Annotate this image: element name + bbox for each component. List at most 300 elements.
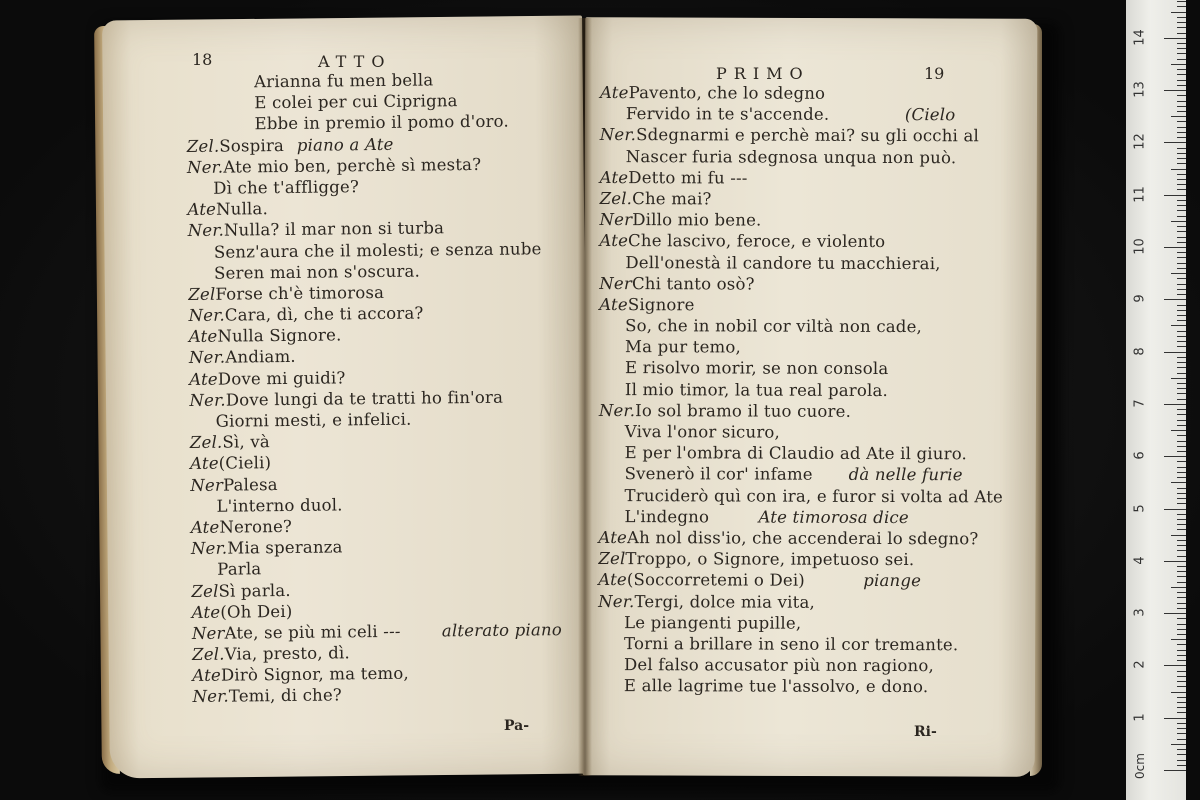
ruler-tick: [1177, 80, 1186, 81]
line-text: Tergi, dolce mia vita,: [634, 591, 816, 612]
line-text: Ma pur temo,: [625, 337, 742, 357]
line-text: Dove lungi da te tratti ho fin'ora: [225, 387, 504, 410]
ruler-tick: [1164, 561, 1186, 562]
ruler-tick: [1177, 686, 1186, 687]
ruler-tick: [1177, 278, 1186, 279]
right-page-text: [598, 82, 1020, 698]
ruler-tick: [1177, 1, 1186, 2]
line-text: Andiam.: [225, 347, 296, 368]
line-text: Nerone?: [219, 516, 293, 537]
speaker-label: Ner.: [187, 220, 225, 241]
ruler-tick: [1177, 95, 1186, 96]
speaker-label: Ate: [599, 231, 629, 251]
ruler-tick: [1164, 509, 1186, 510]
ruler-tick: [1177, 754, 1186, 755]
line-text: Detto mi fu ---: [628, 167, 748, 188]
ruler-tick: [1177, 163, 1186, 164]
ruler-tick: [1177, 498, 1186, 499]
verse-line: [599, 273, 1019, 296]
line-text: Torni a brillare in seno il cor tremante.: [624, 633, 959, 655]
ruler-number: 1: [1132, 713, 1148, 722]
ruler-tick: [1177, 336, 1186, 337]
verse-line: [598, 654, 1018, 677]
ruler-number: 11: [1132, 185, 1148, 203]
verse-line: [598, 548, 1018, 571]
stage-direction: piange: [863, 571, 922, 591]
verse-line: [598, 590, 1018, 613]
ruler-tick: [1177, 634, 1186, 635]
ruler-tick: [1171, 482, 1186, 483]
ruler-tick: [1164, 456, 1186, 457]
verse-line: [598, 633, 1018, 656]
stage-direction: (Cielo: [904, 105, 956, 125]
line-text: L'interno duol.: [216, 495, 343, 516]
speaker-label: Ate: [599, 167, 629, 187]
ruler-tick: [1177, 148, 1186, 149]
ruler-tick: [1177, 216, 1186, 217]
speaker-label: Ner.: [188, 348, 226, 368]
speaker-label: Ate: [189, 369, 218, 389]
speaker-label: Ate: [599, 82, 629, 103]
verse-line: [599, 463, 1019, 486]
line-text: Sospira: [219, 135, 285, 156]
ruler-tick: [1177, 467, 1186, 468]
stage-direction: piano a Ate: [296, 134, 394, 155]
speaker-label: Ner.: [189, 390, 226, 410]
ruler-tick: [1177, 629, 1186, 630]
ruler-number: 8: [1132, 346, 1148, 356]
speaker-label: Zel: [188, 284, 216, 304]
ruler-tick: [1177, 184, 1186, 185]
ruler-number: 5: [1132, 503, 1148, 513]
ruler-tick: [1177, 268, 1186, 269]
ruler-tick: [1177, 603, 1186, 604]
ruler-tick: [1177, 59, 1186, 60]
ruler-tick: [1171, 378, 1186, 379]
verse-line: [600, 167, 1020, 190]
ruler-number: 2: [1132, 660, 1148, 670]
ruler-tick: [1177, 425, 1186, 426]
ruler-tick: [1164, 352, 1186, 353]
ruler-tick: [1177, 524, 1186, 525]
line-text: Via, presto, dì.: [224, 643, 351, 664]
ruler-tick: [1177, 608, 1186, 609]
line-text: Nulla Signore.: [217, 325, 342, 346]
ruler-tick: [1177, 420, 1186, 421]
verse-line: [599, 251, 1019, 274]
verse-line: [599, 230, 1019, 253]
ruler-tick: [1177, 69, 1186, 70]
verse-line: [598, 675, 1018, 698]
ruler-tick: [1177, 409, 1186, 410]
ruler-tick: [1177, 582, 1186, 583]
ruler-tick: [1177, 237, 1186, 238]
line-text: Ate mio ben, perchè sì mesta?: [223, 154, 482, 177]
verse-line: [600, 103, 1020, 126]
line-text: (Oh Dei): [220, 601, 293, 622]
ruler-tick: [1171, 116, 1186, 117]
ruler-tick: [1177, 545, 1186, 546]
ruler-tick: [1177, 529, 1186, 530]
line-text: Il mio timor, la tua real parola.: [624, 379, 889, 400]
ruler-number: 12: [1132, 133, 1148, 151]
ruler-tick: [1177, 341, 1186, 342]
line-text: Troppo, o Signore, impetuoso sei.: [625, 549, 915, 570]
right-catchword: Ri-: [914, 724, 937, 740]
ruler-tick: [1177, 22, 1186, 23]
speaker-label: Ate: [190, 454, 219, 474]
speaker-label: Zel.: [192, 644, 225, 665]
speaker-label: Ner.: [186, 157, 224, 177]
speaker-label: Zel.: [189, 432, 223, 453]
ruler-tick: [1164, 613, 1186, 614]
line-text: Temi, di che?: [228, 685, 343, 707]
line-text: Parla: [217, 559, 262, 580]
ruler-tick: [1171, 12, 1186, 13]
ruler-tick: [1177, 346, 1186, 347]
ruler-tick: [1177, 121, 1186, 122]
ruler-tick: [1177, 723, 1186, 724]
ruler-tick: [1177, 461, 1186, 462]
speaker-label: Ner.: [599, 125, 637, 145]
ruler-tick: [1177, 728, 1186, 729]
ruler-tick: [1177, 660, 1186, 661]
ruler-tick: [1177, 174, 1186, 175]
line-text: Forse ch'è timorosa: [215, 282, 385, 304]
speaker-label: Ate: [191, 602, 221, 622]
ruler-tick: [1177, 650, 1186, 651]
ruler-tick: [1171, 325, 1186, 326]
ruler-tick: [1177, 106, 1186, 107]
line-text: Sdegnarmi e perchè mai? su gli occhi al: [636, 125, 980, 146]
ruler-tick: [1171, 535, 1186, 536]
ruler-tick: [1177, 624, 1186, 625]
speaker-label: Ner.: [190, 538, 228, 559]
speaker-label: Ner.: [188, 305, 225, 326]
line-text: Nascer furia sdegnosa unqua non può.: [625, 146, 957, 167]
ruler-tick: [1177, 446, 1186, 447]
ruler-tick: [1164, 665, 1186, 666]
line-text: Svenerò il cor' infame: [624, 464, 813, 485]
line-text: Sì, và: [222, 432, 270, 452]
ruler-tick: [1177, 200, 1186, 201]
ruler-number: 6: [1132, 451, 1148, 460]
left-catchword: Pa-: [504, 718, 530, 734]
speaker-label: Zel: [191, 581, 219, 601]
line-text: Viva l'onor sicuro,: [624, 422, 781, 442]
line-text: Dì che t'affligge?: [213, 177, 360, 198]
line-text: Nulla.: [215, 199, 269, 219]
speaker-label: Ner.: [598, 400, 636, 420]
ruler-tick: [1177, 305, 1186, 306]
ruler-tick: [1164, 247, 1186, 248]
left-page-text: [186, 68, 583, 708]
line-text: (Cieli): [218, 453, 272, 474]
ruler-tick: [1164, 90, 1186, 91]
ruler-tick: [1177, 576, 1186, 577]
ruler-tick: [1177, 48, 1186, 49]
ruler-tick: [1177, 101, 1186, 102]
line-text: E per l'ombra di Claudio ad Ate il giuro.: [624, 443, 968, 464]
ruler-tick: [1177, 153, 1186, 154]
ruler-tick: [1171, 221, 1186, 222]
ruler-tick: [1177, 357, 1186, 358]
line-text: Mia speranza: [227, 537, 343, 558]
verse-line: [600, 188, 1020, 211]
ruler-tick: [1177, 320, 1186, 321]
verse-line: [600, 82, 1020, 105]
ruler-tick: [1177, 284, 1186, 285]
line-text: Ate, se più mi celi ---: [224, 621, 401, 643]
line-text: Ebbe in premio il pomo d'oro.: [254, 111, 510, 134]
right-page-number: 19: [924, 64, 945, 83]
verse-line: [599, 294, 1019, 317]
ruler-tick: [1177, 571, 1186, 572]
line-text: Le piangenti pupille,: [624, 612, 802, 633]
speaker-label: Zel: [598, 549, 626, 569]
ruler-tick: [1177, 111, 1186, 112]
line-text: L'indegno: [624, 506, 710, 527]
ruler-tick: [1177, 414, 1186, 415]
ruler-number: 10: [1132, 238, 1148, 255]
speaker-label: Ate: [598, 570, 627, 590]
ruler-tick: [1177, 519, 1186, 520]
line-text: Che lascivo, feroce, e violento: [628, 231, 886, 252]
ruler-tick: [1164, 195, 1186, 196]
speaker-label: Ate: [190, 517, 220, 537]
line-text: E colei per cui Ciprigna: [254, 91, 458, 113]
ruler-tick: [1171, 744, 1186, 745]
ruler-tick: [1177, 252, 1186, 253]
ruler-tick: [1177, 681, 1186, 682]
ruler-tick: [1177, 367, 1186, 368]
ruler-tick: [1177, 33, 1186, 34]
ruler-tick: [1177, 435, 1186, 436]
ruler-tick: [1177, 733, 1186, 734]
ruler-tick: [1171, 169, 1186, 170]
speaker-label: Zel.: [186, 136, 220, 156]
ruler-tick: [1177, 137, 1186, 138]
ruler-tick: [1177, 451, 1186, 452]
line-text: Nulla? il mar non si turba: [223, 218, 445, 240]
verse-line: [599, 209, 1019, 232]
ruler-tick: [1177, 697, 1186, 698]
ruler-tick: [1177, 132, 1186, 133]
ruler-tick: [1171, 587, 1186, 588]
ruler-tick: [1177, 315, 1186, 316]
ruler-tick: [1177, 503, 1186, 504]
ruler-tick: [1177, 592, 1186, 593]
speaker-label: Ner: [190, 475, 224, 495]
speaker-label: Ate: [188, 326, 218, 347]
left-running-header: ATTO: [318, 52, 392, 71]
ruler-tick: [1177, 242, 1186, 243]
verse-line: [598, 527, 1018, 550]
verse-line: [599, 379, 1019, 402]
verse-line: [599, 336, 1019, 359]
ruler-tick: [1177, 393, 1186, 394]
line-text: Del falso accusator più non ragiono,: [623, 655, 934, 676]
speaker-label: Ner: [599, 273, 633, 293]
verse-line: [599, 357, 1019, 380]
ruler-tick: [1171, 639, 1186, 640]
ruler-tick: [1177, 739, 1186, 740]
ruler-tick: [1177, 550, 1186, 551]
ruler-number: 4: [1132, 556, 1148, 565]
ruler-tick: [1177, 765, 1186, 766]
ruler-tick: [1177, 179, 1186, 180]
ruler-tick: [1177, 540, 1186, 541]
stage-direction: dà nelle furie: [848, 465, 963, 485]
line-text: Chi tanto osò?: [631, 273, 755, 294]
speaker-label: Ate: [598, 527, 628, 548]
verse-line: [599, 485, 1019, 508]
line-text: Senz'aura che il molesti; e senza nube: [213, 238, 542, 262]
ruler-number: 7: [1132, 399, 1148, 408]
line-text: Seren mai non s'oscura.: [214, 261, 421, 283]
ruler-tick: [1164, 299, 1186, 300]
speaker-label: Ner: [191, 623, 225, 643]
line-text: E alle lagrime tue l'assolvo, e dono.: [623, 676, 929, 697]
ruler-tick: [1177, 388, 1186, 389]
ruler-tick: [1177, 383, 1186, 384]
ruler-tick: [1177, 210, 1186, 211]
ruler-tick: [1177, 310, 1186, 311]
ruler-tick: [1177, 477, 1186, 478]
ruler-tick: [1177, 618, 1186, 619]
ruler-number: 13: [1132, 81, 1148, 98]
ruler-tick: [1177, 27, 1186, 28]
speaker-label: Ate: [192, 665, 222, 686]
right-running-header: PRIMO: [716, 64, 810, 83]
ruler-tick: [1177, 644, 1186, 645]
ruler-tick: [1177, 6, 1186, 7]
ruler-tick: [1177, 712, 1186, 713]
line-text: Dirò Signor, ma temo,: [220, 663, 410, 685]
measuring-ruler: [1126, 0, 1186, 800]
left-page-number: 18: [192, 50, 213, 69]
line-text: Fervido in te s'accende.: [625, 104, 830, 124]
ruler-tick: [1177, 488, 1186, 489]
ruler-tick: [1164, 38, 1186, 39]
ruler-tick: [1164, 770, 1186, 771]
ruler-tick: [1177, 702, 1186, 703]
ruler-tick: [1177, 373, 1186, 374]
speaker-label: Ner: [599, 210, 633, 230]
line-text: Che mai?: [632, 189, 712, 209]
ruler-tick: [1177, 53, 1186, 54]
line-text: Io sol bramo il tuo cuore.: [635, 400, 852, 421]
stage-direction: alterato piano: [441, 619, 563, 641]
line-text: Dell'onestà il candore tu macchierai,: [625, 252, 941, 273]
ruler-tick: [1177, 331, 1186, 332]
verse-line: [600, 146, 1020, 169]
ruler-tick: [1177, 566, 1186, 567]
ruler-tick: [1177, 294, 1186, 295]
ruler-tick: [1177, 472, 1186, 473]
line-text: Pavento, che lo sdegno: [628, 83, 826, 103]
ruler-tick: [1177, 671, 1186, 672]
ruler-tick: [1177, 158, 1186, 159]
ruler-tick: [1177, 205, 1186, 206]
ruler-number: 14: [1132, 29, 1148, 46]
ruler-tick: [1177, 441, 1186, 442]
line-text: Arianna fu men bella: [254, 70, 434, 92]
verse-line: [599, 421, 1019, 444]
line-text: Sì parla.: [218, 580, 291, 601]
ruler-tick: [1177, 655, 1186, 656]
stage-direction: Ate timorosa dice: [758, 507, 909, 527]
ruler-tick: [1177, 749, 1186, 750]
ruler-tick: [1177, 399, 1186, 400]
ruler-tick: [1171, 64, 1186, 65]
verse-line: [598, 569, 1018, 592]
ruler-tick: [1177, 707, 1186, 708]
line-text: Truciderò quì con ira, e furor si volta ad Ate: [624, 485, 1004, 506]
verse-line: [600, 124, 1020, 147]
speaker-label: Ner.: [192, 687, 229, 707]
ruler-tick: [1177, 43, 1186, 44]
line-text: E risolvo morir, se non consola: [624, 358, 889, 379]
verse-line: [598, 506, 1018, 529]
ruler-tick: [1177, 257, 1186, 258]
verse-line: [599, 442, 1019, 465]
ruler-unit-label: 0cm: [1133, 753, 1147, 779]
verse-line: [598, 612, 1018, 635]
ruler-tick: [1177, 362, 1186, 363]
ruler-tick: [1177, 289, 1186, 290]
line-text: Giorni mesti, e infelici.: [215, 409, 412, 431]
ruler-tick: [1177, 263, 1186, 264]
line-text: Signore: [627, 294, 695, 315]
ruler-tick: [1177, 74, 1186, 75]
ruler-tick: [1177, 556, 1186, 557]
ruler-tick: [1164, 142, 1186, 143]
speaker-label: Ner.: [598, 591, 635, 611]
ruler-tick: [1171, 273, 1186, 274]
speaker-label: Ate: [599, 294, 628, 314]
ruler-tick: [1177, 189, 1186, 190]
verse-line: [599, 400, 1019, 423]
ruler-number: 3: [1132, 608, 1148, 617]
ruler-tick: [1177, 17, 1186, 18]
speaker-label: Ate: [187, 199, 217, 220]
line-text: Cara, dì, che ti accora?: [224, 303, 424, 325]
line-text: Ah nol diss'io, che accenderai lo sdegno?: [627, 528, 979, 549]
verse-line: [192, 682, 582, 707]
ruler-tick: [1177, 760, 1186, 761]
verse-line: [599, 315, 1019, 338]
line-text: (Soccorretemi o Dei): [626, 570, 806, 591]
line-text: So, che in nobil cor viltà non cade,: [625, 316, 923, 337]
ruler-tick: [1177, 127, 1186, 128]
ruler-tick: [1177, 85, 1186, 86]
ruler-tick: [1171, 430, 1186, 431]
ruler-tick: [1177, 231, 1186, 232]
ruler-tick: [1171, 692, 1186, 693]
speaker-label: Zel.: [599, 188, 633, 209]
ruler-tick: [1164, 718, 1186, 719]
line-text: Palesa: [222, 474, 278, 495]
line-text: Dillo mio bene.: [632, 210, 762, 230]
ruler-tick: [1177, 597, 1186, 598]
ruler-tick: [1164, 404, 1186, 405]
ruler-tick: [1177, 226, 1186, 227]
line-text: Dove mi guidi?: [217, 367, 346, 389]
ruler-tick: [1177, 493, 1186, 494]
ruler-number: 9: [1132, 294, 1148, 303]
ruler-tick: [1177, 514, 1186, 515]
